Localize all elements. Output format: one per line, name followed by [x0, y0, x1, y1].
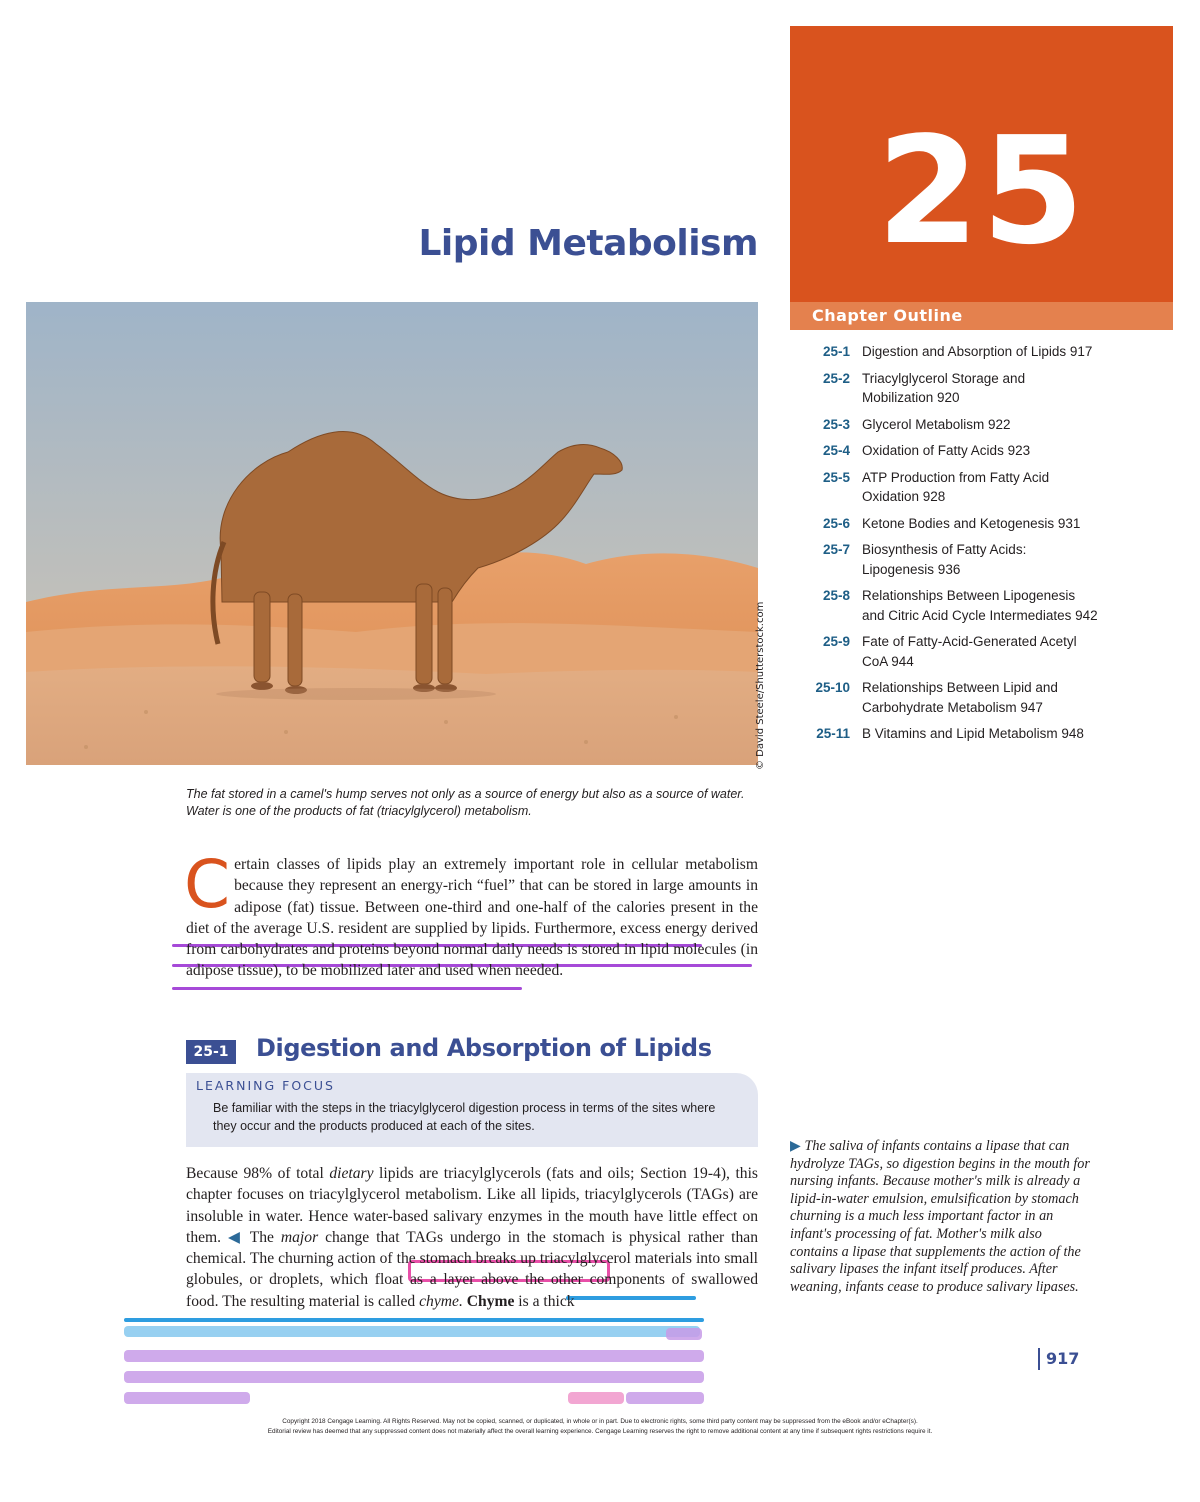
outline-item-number: 25-5 — [822, 469, 850, 485]
outline-item[interactable] — [808, 586, 1098, 625]
body-text: lipids are triacylglycerols (fats and oils; Section 19-4), this chapter focuses on triacylglycerol metabolism. Like all lipids, triacylglycerols (TAGs) are insoluble in water. Hence water-based salivary enzymes in the mouth have little effect on them. — [186, 1165, 758, 1246]
highlight-mark — [626, 1392, 704, 1404]
outline-item-number: 25-11 — [816, 726, 850, 741]
outline-item-number: 25-3 — [822, 416, 850, 432]
body-text: Because 98% of total — [186, 1165, 330, 1182]
body-paragraph — [186, 1163, 758, 1312]
copyright-line: Copyright 2018 Cengage Learning. All Rights Reserved. May not be copied, scanned, or duplicated, in whole or in part. Due to electronic rights, some third party content may be suppressed from the eBook and/or eChapter(s). — [282, 1418, 918, 1425]
highlight-mark — [666, 1328, 702, 1340]
margin-note-arrow-icon: ◀ — [228, 1228, 244, 1246]
body-text-bold: Chyme — [462, 1292, 515, 1310]
chapter-outline-bar — [790, 302, 1173, 330]
outline-item-number: 25-1 — [822, 344, 850, 359]
highlight-mark — [124, 1371, 704, 1383]
copyright-line: Editorial review has deemed that any suppressed content does not materially affect the overall learning experience. Cengage Learning reserves the right to remove additional content at any time if subsequent rights restrictions require it. — [267, 1428, 933, 1435]
section-number-badge: 25-1 — [186, 1040, 236, 1064]
outline-item-number: 25-8 — [822, 588, 850, 603]
chapter-number: 25 — [876, 105, 1087, 277]
outline-item[interactable] — [808, 540, 1098, 579]
copyright-footer — [140, 1417, 1060, 1437]
outline-item-text: Relationships Between Lipid and Carbohydrate Metabolism 947 — [862, 680, 1058, 715]
chapter-title: Lipid Metabolism — [418, 223, 758, 264]
highlight-mark — [124, 1350, 704, 1362]
margin-note-text: The saliva of infants contains a lipase that can hydrolyze TAGs, so digestion begins in the mouth for nursing infants. Because mother's milk is already a lipid-in-water emulsion, emulsification by stomach churning is a much less important factor in an infant's processing of fat. Mother's milk also contains a lipase that supplements the action of the salivary lipases the infant itself produces. After weaning, infants cease to produce salivary lipases. — [790, 1138, 1090, 1295]
outline-item[interactable] — [808, 441, 1098, 461]
outline-item-number: 25-6 — [822, 515, 850, 531]
body-text-italic: dietary — [329, 1165, 374, 1182]
photo-credit: © David Steele/Shutterstock.com — [755, 601, 766, 770]
outline-item-text: Glycerol Metabolism 922 — [862, 416, 1011, 432]
camel-photo — [26, 302, 758, 765]
outline-item-text: B Vitamins and Lipid Metabolism 948 — [862, 726, 1084, 741]
highlight-mark — [172, 987, 522, 990]
outline-item-number: 25-10 — [815, 680, 850, 695]
outline-item-number: 25-4 — [822, 443, 850, 458]
body-text-italic: major — [280, 1228, 319, 1246]
outline-item[interactable] — [808, 632, 1098, 671]
section-title: Digestion and Absorption of Lipids — [256, 1034, 712, 1062]
outline-item-text: Digestion and Absorption of Lipids 917 — [862, 344, 1093, 359]
drop-cap: C — [184, 846, 231, 923]
outline-item[interactable] — [808, 415, 1098, 435]
outline-item-text: Fate of Fatty-Acid-Generated Acetyl CoA 944 — [862, 634, 1077, 669]
outline-item[interactable] — [808, 678, 1098, 717]
photo-caption: The fat stored in a camel's hump serves not only as a source of energy but also as a source of water. Water is one of the products of fat (triacylglycerol) metabolism. — [186, 787, 745, 818]
outline-item-text: Oxidation of Fatty Acids 923 — [862, 443, 1031, 458]
margin-note — [790, 1138, 1090, 1296]
outline-item[interactable] — [808, 514, 1098, 534]
outline-item-text: Relationships Between Lipogenesis and Citric Acid Cycle Intermediates 942 — [862, 588, 1098, 623]
learning-focus-box — [186, 1073, 758, 1147]
highlight-mark — [124, 1326, 700, 1337]
outline-item-number: 25-2 — [822, 370, 850, 386]
outline-item[interactable] — [808, 724, 1098, 744]
intro-text: ertain classes of lipids play an extremely important role in cellular metabolism because they represent an energy-rich “fuel” that can be stored in large amounts in adipose (fat) tissue. Between one-third and one-half of the calories present in the diet of the average U.S. resident are supplied by lipids. Furthermore, excess energy derived from carbohydrates and proteins beyond normal daily needs is stored in lipid molecules (in adipose tissue), to be mobilized later and used when needed. — [186, 856, 758, 980]
outline-item-text: Ketone Bodies and Ketogenesis 931 — [862, 515, 1081, 531]
outline-item[interactable] — [808, 468, 1098, 507]
chapter-number-block — [790, 26, 1173, 330]
body-text: is a thick — [514, 1292, 575, 1310]
outline-item-number: 25-7 — [822, 542, 850, 557]
chapter-outline-list — [808, 342, 1098, 751]
outline-item-number: 25-9 — [822, 634, 850, 649]
body-text-italic: chyme. — [419, 1292, 463, 1310]
body-text: change that TAGs undergo in the stomach is physical rather than chemical. The churning action of the stomach breaks up triacylglycerol materials into small globules, or droplets, which float as a layer above the other components of swallowed food. The resulting material is called — [186, 1228, 759, 1310]
highlight-mark — [568, 1392, 624, 1404]
learning-focus-text: Be familiar with the steps in the triacylglycerol digestion process in terms of the sites where they occur and the products produced at each of the sites. — [213, 1101, 716, 1133]
page-number: 917 — [1038, 1348, 1079, 1370]
learning-focus-heading: LEARNING FOCUS — [196, 1078, 335, 1093]
outline-item-text: Triacylglycerol Storage and Mobilization 920 — [862, 370, 1026, 405]
intro-paragraph — [184, 846, 758, 982]
outline-item-text: Biosynthesis of Fatty Acids: Lipogenesis 936 — [862, 542, 1027, 577]
highlight-mark — [124, 1392, 250, 1404]
margin-note-arrow-icon: ▶ — [790, 1138, 801, 1154]
outline-item[interactable] — [808, 369, 1098, 408]
outline-item-text: ATP Production from Fatty Acid Oxidation 928 — [862, 469, 1050, 504]
body-text: The — [243, 1228, 281, 1246]
outline-item[interactable] — [808, 342, 1098, 362]
highlight-mark — [124, 1318, 704, 1322]
chapter-outline-heading: Chapter Outline — [812, 306, 963, 325]
